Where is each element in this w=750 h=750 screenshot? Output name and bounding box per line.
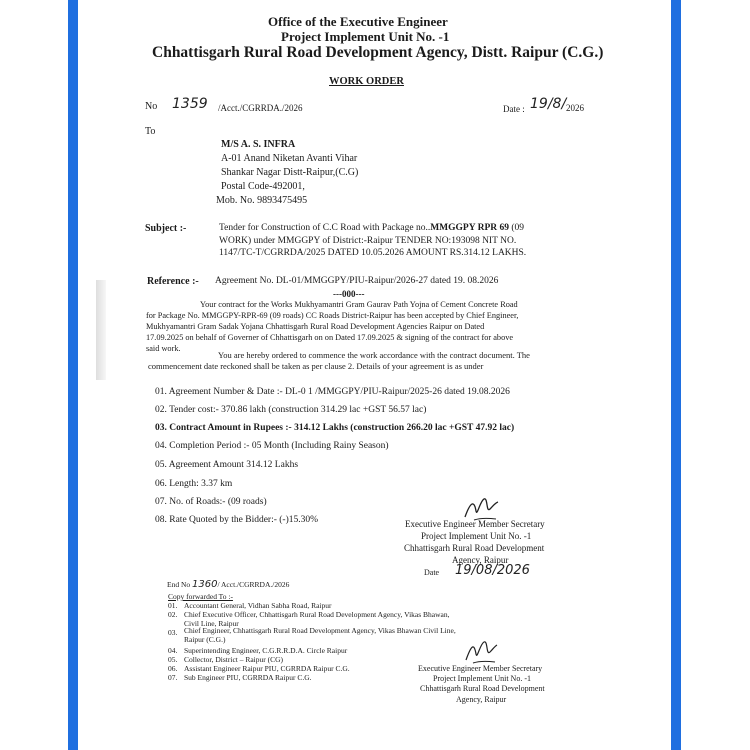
- order-date-year: 2026: [566, 103, 584, 113]
- copy-item-text: Superintending Engineer, C.G.R.R.D.A. Circle Raipur: [184, 646, 348, 655]
- signatory-line: Executive Engineer Member Secretary: [405, 519, 545, 529]
- scan-border-right: [671, 0, 681, 750]
- detail-item: [155, 479, 232, 489]
- copy-item-text: Chief Engineer, Chhattisgarh Rural Road Development Agency, Vikas Bhawan Civil Line,: [184, 626, 456, 635]
- body-line: 17.09.2025 on behalf of Governer of Chhattisgarh on on Dated 17.09.2025 & signing of the contract for above: [146, 333, 514, 342]
- body-line: for Package No. MMGGPY-RPR-69 (09 roads) CC Roads District-Raipur has been accepted by Chief Engineer,: [146, 311, 519, 320]
- detail-item: [155, 497, 267, 507]
- body-line: Mukhyamantri Gram Sadak Yojana Chhattisgarh Rural Road Development Agencies Raipur on Dated: [146, 322, 485, 331]
- item-number: 04.: [155, 441, 167, 451]
- copy-item-text: Accountant General, Vidhan Sabha Road, Raipur: [184, 601, 332, 610]
- addressee-line: Shankar Nagar Distt-Raipur,(C.G): [221, 167, 359, 178]
- reference-text: Agreement No. DL-01/MMGGPY/PIU-Raipur/2026-27 dated 19. 08.2026: [215, 276, 499, 286]
- end-number: 1360: [192, 579, 218, 590]
- signatory-line: Agency, Raipur: [452, 555, 509, 565]
- copy-item-number: 03.: [168, 628, 178, 637]
- addressee-phone: Mob. No. 9893475495: [216, 195, 308, 206]
- item-number: 08.: [155, 515, 167, 525]
- detail-item: [155, 387, 510, 397]
- copy-item-text: Collector, District – Raipur (CG): [184, 655, 284, 664]
- signatory-line: Project Implement Unit No. -1: [433, 674, 531, 683]
- subject-package: MMGGPY RPR 69: [430, 223, 510, 233]
- item-number: 07.: [155, 497, 167, 507]
- copy-item-number: 07.: [168, 673, 178, 682]
- copy-item-text: Sub Engineer PIU, CGRRDA Raipur C.G.: [184, 673, 312, 682]
- order-number: 1359: [172, 96, 208, 112]
- body-line: commencement date reckoned shall be taken as per clause 2. Details of your agreement is as under: [148, 361, 484, 371]
- detail-item: [155, 423, 514, 433]
- order-number-suffix: /Acct./CGRRDA./2026: [218, 103, 303, 113]
- signatory-line: Chhattisgarh Rural Road Development: [420, 684, 545, 693]
- body-line: said work.: [146, 344, 181, 353]
- item-text: Contract Amount in Rupees :- 314.12 Lakhs (construction 266.20 lac +GST 47.92 lac): [169, 423, 515, 433]
- reference-label: Reference :-: [147, 276, 199, 287]
- to-label: To: [145, 126, 156, 137]
- detail-item: [155, 515, 318, 525]
- separator: ---000---: [333, 289, 365, 299]
- subject-line: 1147/TC-T/CGRRDA/2025 DATED 10.05.2026 AMOUNT RS.314.12 LAKHS.: [219, 248, 527, 258]
- copy-item-text: Assistant Engineer Raipur PIU, CGRRDA Raipur C.G.: [184, 664, 350, 673]
- signature-date-label: Date: [424, 568, 440, 577]
- body-line: Your contract for the Works Mukhyamantri Gram Gaurav Path Yojna of Cement Concrete Road: [200, 300, 518, 309]
- addressee-line: Postal Code-492001,: [221, 181, 305, 192]
- order-date: 19/8/: [530, 96, 567, 112]
- document-title: WORK ORDER: [329, 76, 404, 87]
- signature-date: 19/08/2026: [455, 563, 530, 578]
- end-suffix: / Acct./CGRRDA./2026: [217, 580, 290, 589]
- scan-border-left: [68, 0, 78, 750]
- signatory-line: Chhattisgarh Rural Road Development: [404, 543, 545, 553]
- addressee-name: M/S A. S. INFRA: [221, 139, 296, 150]
- item-text: Completion Period :- 05 Month (Including Rainy Season): [169, 441, 389, 451]
- copy-item-text: Chief Executive Officer, Chhattisgarh Rural Road Development Agency, Vikas Bhawan,: [184, 610, 450, 619]
- item-number: 03.: [155, 423, 167, 433]
- copy-item-number: 06.: [168, 664, 178, 673]
- no-label: No: [145, 101, 158, 112]
- item-number: 02.: [155, 405, 167, 415]
- item-text: Agreement Number & Date :- DL-0 1 /MMGGPY/PIU-Raipur/2025-26 dated 19.08.2026: [168, 387, 510, 397]
- copy-item-text: Raipur (C.G.): [184, 635, 226, 644]
- subject-line: [219, 223, 524, 233]
- subject-text: Tender for Construction of C.C Road with Package no..: [219, 223, 431, 233]
- item-number: 01.: [155, 387, 167, 397]
- copy-item-number: 04.: [168, 646, 178, 655]
- signatory-line: Agency, Raipur: [456, 695, 507, 704]
- item-text: Agreement Amount 314.12 Lakhs: [168, 460, 299, 470]
- detail-item: [155, 441, 389, 451]
- end-label: End No: [167, 580, 191, 589]
- item-number: 06.: [155, 479, 167, 489]
- item-text: Length: 3.37 km: [169, 479, 233, 489]
- endorsement-line: [167, 580, 289, 589]
- signature-scribble: [463, 636, 499, 666]
- detail-item: [155, 405, 426, 415]
- signatory-line: Executive Engineer Member Secretary: [418, 664, 543, 673]
- item-text: No. of Roads:- (09 roads): [169, 497, 267, 507]
- copy-item-number: 01.: [168, 601, 178, 610]
- copy-item-number: 05.: [168, 655, 178, 664]
- item-number: 05.: [155, 460, 167, 470]
- paper-fold-shadow: [96, 280, 106, 380]
- addressee-line: A-01 Anand Niketan Avanti Vihar: [221, 153, 358, 164]
- office-title: Office of the Executive Engineer: [268, 14, 448, 29]
- item-text: Rate Quoted by the Bidder:- (-)15.30%: [169, 515, 319, 525]
- subject-line: WORK) under MMGGPY of District:-Raipur TENDER NO:193098 NIT NO.: [219, 236, 517, 246]
- detail-item: [155, 460, 298, 470]
- item-text: Tender cost:- 370.86 lakh (construction 314.29 lac +GST 56.57 lac): [169, 405, 427, 415]
- agency-title: Chhattisgarh Rural Road Development Agency, Distt. Raipur (C.G.): [152, 44, 604, 61]
- body-line: You are hereby ordered to commence the work accordance with the contract document. The: [218, 350, 530, 360]
- unit-title: Project Implement Unit No. -1: [281, 29, 450, 44]
- copy-item-text: Civil Line, Raipur: [184, 619, 239, 628]
- date-label: Date :: [503, 104, 525, 114]
- subject-label: Subject :-: [145, 223, 187, 234]
- signatory-line: Project Implement Unit No. -1: [421, 531, 532, 541]
- copy-item-number: 02.: [168, 610, 178, 619]
- subject-text: (09: [511, 223, 525, 233]
- copy-forwarded-label: Copy forwarded To :-: [168, 592, 233, 601]
